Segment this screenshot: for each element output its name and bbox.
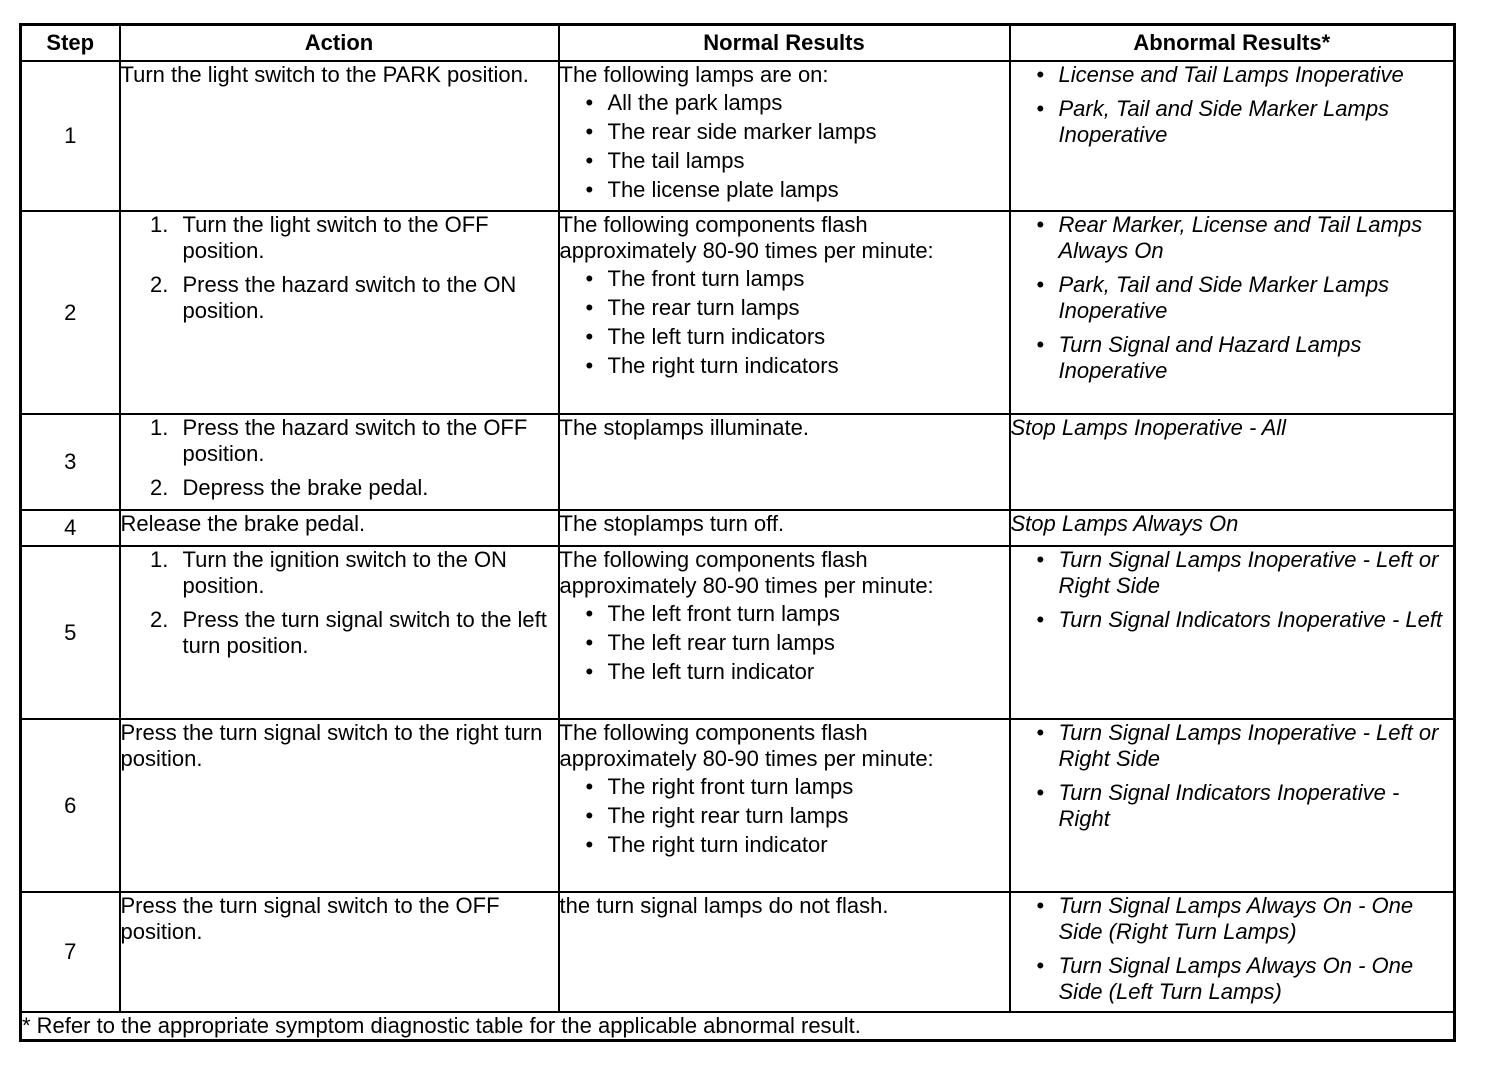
- normal-results-cell: [559, 510, 1010, 546]
- list-item: • The rear turn lamps: [608, 293, 1009, 322]
- normal-intro: The following lamps are on:: [559, 62, 829, 87]
- action-substep: 2. Depress the brake pedal.: [175, 475, 558, 501]
- abnormal-link[interactable]: • Turn Signal Lamps Inoperative - Left or Right Side: [1059, 547, 1454, 599]
- normal-intro: The stoplamps illuminate.: [559, 415, 809, 440]
- abnormal-link[interactable]: • Turn Signal Lamps Inoperative - Left or Right Side: [1059, 720, 1454, 772]
- list-item: • All the park lamps: [608, 88, 1009, 117]
- abnormal-link[interactable]: • License and Tail Lamps Inoperative: [1059, 62, 1454, 88]
- action-substep: 1. Turn the ignition switch to the ON position.: [175, 547, 558, 599]
- normal-intro: The following components flash approximately 80-90 times per minute:: [559, 212, 934, 263]
- header-step: Step: [21, 25, 120, 62]
- normal-intro: The following components flash approximately 80-90 times per minute:: [559, 720, 934, 771]
- normal-intro: the turn signal lamps do not flash.: [559, 893, 889, 918]
- abnormal-link[interactable]: • Turn Signal Indicators Inoperative - Left: [1059, 607, 1454, 633]
- action-substep: 1. Press the hazard switch to the OFF position.: [175, 415, 558, 467]
- abnormal-link[interactable]: • Turn Signal Lamps Always On - One Side (Right Turn Lamps): [1059, 893, 1454, 945]
- list-item: • The right turn indicators: [608, 351, 1009, 380]
- abnormal-link[interactable]: • Turn Signal Indicators Inoperative - Right: [1059, 780, 1454, 832]
- list-item: • The rear side marker lamps: [608, 117, 1009, 146]
- table-row: [21, 892, 1455, 1012]
- action-cell: [120, 414, 559, 510]
- table-row: [21, 211, 1455, 414]
- abnormal-link[interactable]: • Rear Marker, License and Tail Lamps Always On: [1059, 212, 1454, 264]
- abnormal-link[interactable]: • Turn Signal Lamps Always On - One Side (Left Turn Lamps): [1059, 953, 1454, 1005]
- step-number: 4: [21, 510, 120, 546]
- table-row: [21, 719, 1455, 892]
- action-substep: 1. Turn the light switch to the OFF position.: [175, 212, 558, 264]
- header-normal-results: Normal Results: [559, 25, 1010, 62]
- step-number: 1: [21, 61, 120, 211]
- header-row: [21, 25, 1455, 62]
- step-number: 7: [21, 892, 120, 1012]
- normal-results-cell: [559, 211, 1010, 414]
- abnormal-results-cell: [1010, 892, 1455, 1012]
- action-cell: [120, 211, 559, 414]
- abnormal-results-cell: [1010, 719, 1455, 892]
- list-item: • The license plate lamps: [608, 175, 1009, 204]
- action-cell: [120, 719, 559, 892]
- step-number: 6: [21, 719, 120, 892]
- action-cell: [120, 510, 559, 546]
- list-item: • The right front turn lamps: [608, 772, 1009, 801]
- abnormal-link[interactable]: • Park, Tail and Side Marker Lamps Inoperative: [1059, 96, 1454, 148]
- normal-results-cell: [559, 61, 1010, 211]
- list-item: • The left turn indicator: [608, 657, 1009, 686]
- normal-intro: The following components flash approximately 80-90 times per minute:: [559, 547, 934, 598]
- footnote: * Refer to the appropriate symptom diagnostic table for the applicable abnormal result.: [21, 1012, 1455, 1041]
- abnormal-results-cell: [1010, 546, 1455, 719]
- action-substep: 2. Press the hazard switch to the ON position.: [175, 272, 558, 324]
- action-cell: [120, 892, 559, 1012]
- abnormal-link[interactable]: • Turn Signal and Hazard Lamps Inoperative: [1059, 332, 1454, 384]
- abnormal-results-cell: [1010, 510, 1455, 546]
- list-item: • The left rear turn lamps: [608, 628, 1009, 657]
- table-row: [21, 414, 1455, 510]
- header-action: Action: [120, 25, 559, 62]
- action-cell: [120, 546, 559, 719]
- step-number: 2: [21, 211, 120, 414]
- normal-intro: The stoplamps turn off.: [559, 511, 785, 536]
- footnote-row: [21, 1012, 1455, 1041]
- normal-results-cell: [559, 414, 1010, 510]
- normal-results-cell: [559, 892, 1010, 1012]
- action-text: Press the turn signal switch to the OFF position.: [120, 893, 500, 944]
- abnormal-link[interactable]: Stop Lamps Always On: [1010, 511, 1239, 536]
- normal-results-cell: [559, 719, 1010, 892]
- list-item: • The right rear turn lamps: [608, 801, 1009, 830]
- action-text: Release the brake pedal.: [120, 511, 366, 536]
- abnormal-results-cell: [1010, 211, 1455, 414]
- list-item: • The tail lamps: [608, 146, 1009, 175]
- diagnostic-table: [19, 23, 1456, 1042]
- step-number: 5: [21, 546, 120, 719]
- table-row: [21, 61, 1455, 211]
- abnormal-results-cell: [1010, 61, 1455, 211]
- abnormal-results-cell: [1010, 414, 1455, 510]
- action-text: Press the turn signal switch to the right turn position.: [120, 720, 543, 771]
- step-number: 3: [21, 414, 120, 510]
- table-row: [21, 510, 1455, 546]
- abnormal-link[interactable]: • Park, Tail and Side Marker Lamps Inoperative: [1059, 272, 1454, 324]
- list-item: • The left turn indicators: [608, 322, 1009, 351]
- action-cell: [120, 61, 559, 211]
- action-text: Turn the light switch to the PARK position.: [120, 62, 529, 87]
- abnormal-link[interactable]: Stop Lamps Inoperative - All: [1010, 415, 1287, 440]
- header-abnormal-results: Abnormal Results*: [1010, 25, 1455, 62]
- action-substep: 2. Press the turn signal switch to the left turn position.: [175, 607, 558, 659]
- list-item: • The front turn lamps: [608, 264, 1009, 293]
- table-row: [21, 546, 1455, 719]
- list-item: • The left front turn lamps: [608, 599, 1009, 628]
- list-item: • The right turn indicator: [608, 830, 1009, 859]
- normal-results-cell: [559, 546, 1010, 719]
